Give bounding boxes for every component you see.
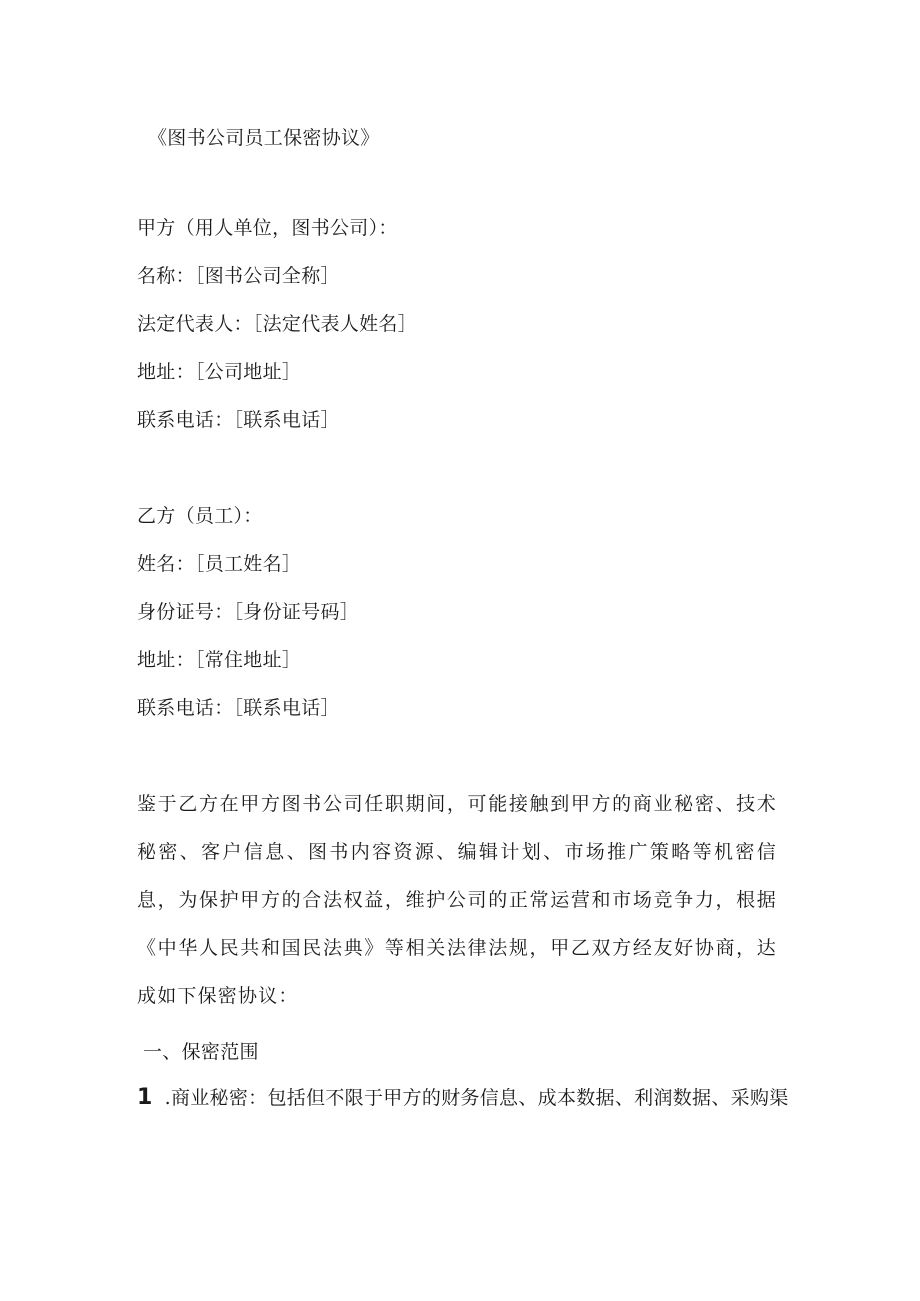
- item-number: 1: [137, 1085, 153, 1110]
- party-b-heading: 乙方（员工）：: [137, 505, 263, 527]
- party-a-heading: 甲方（用人单位，图书公司）：: [137, 217, 398, 239]
- party-a-address: 地址：［公司地址］: [137, 361, 302, 383]
- preamble-paragraph: 鉴于乙方在甲方图书公司任职期间，可能接触到甲方的商业秘密、技术秘密、客户信息、图书内容资源、编辑计划、市场推广策略等机密信息，为保护甲方的合法权益，维护公司的正常运营和市场竞争力，根据《中华人民共和国民法典》等相关法律法规，甲乙双方经友好协商，达成如下保密协议：: [137, 793, 777, 1007]
- party-a-representative: 法定代表人：［法定代表人姓名］: [137, 313, 418, 335]
- party-a-phone: 联系电话：［联系电话］: [137, 409, 340, 431]
- party-b-name: 姓名：［员工姓名］: [137, 553, 302, 575]
- party-a-name: 名称：［图书公司全称］: [137, 265, 340, 287]
- party-b-id-number: 身份证号：［身份证号码］: [137, 601, 360, 623]
- document-title: 《图书公司员工保密协议》: [148, 127, 380, 149]
- section-1-heading: 一、保密范围: [143, 1041, 259, 1063]
- party-b-phone: 联系电话：［联系电话］: [137, 697, 340, 719]
- item-text: .商业秘密：包括但不限于甲方的财务信息、成本数据、利润数据、采购渠: [164, 1087, 789, 1109]
- section-1-item-1: [137, 1086, 789, 1110]
- party-b-address: 地址：［常住地址］: [137, 649, 302, 671]
